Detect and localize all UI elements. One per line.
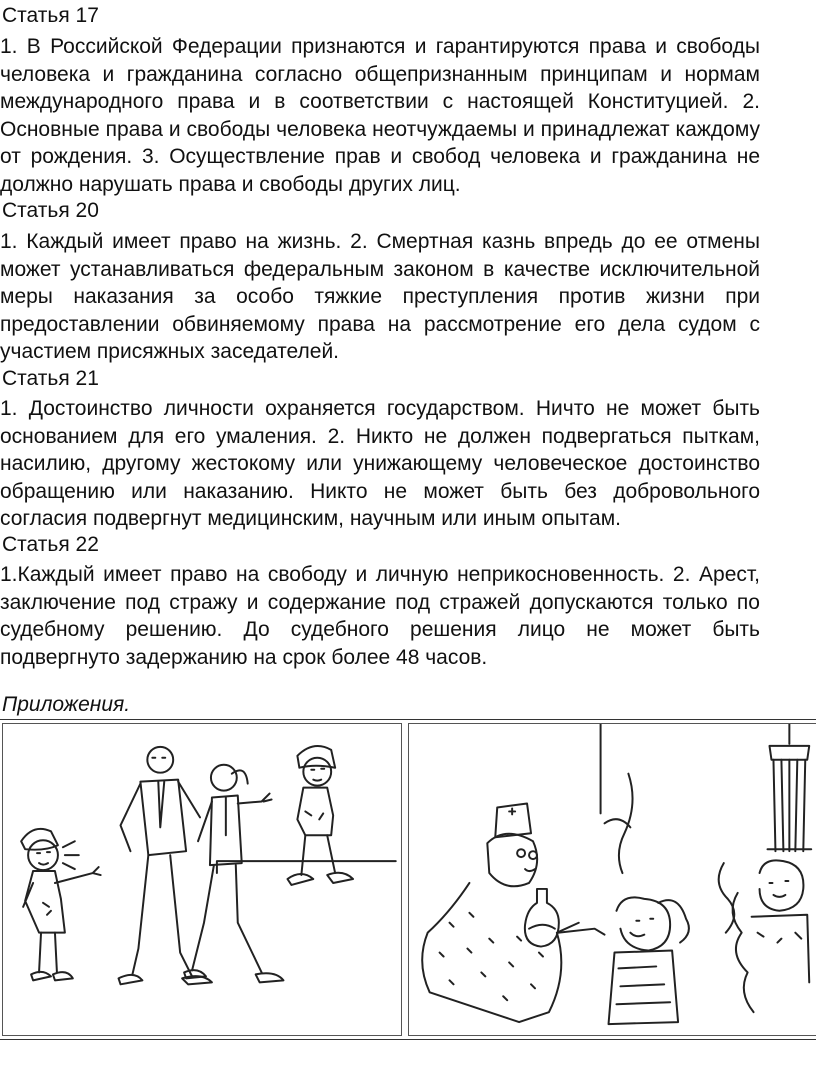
child-being-fed: [609, 897, 689, 1024]
man-figure-2: [184, 765, 283, 983]
article-17-title: Статья 17: [2, 4, 99, 27]
appendix-images-table: [0, 719, 816, 1040]
nurse-figure: [422, 803, 604, 1022]
illustration-dismissed-child: [2, 723, 402, 1036]
walking-boy-figure: [287, 746, 353, 885]
article-20-title: Статья 20: [2, 199, 99, 222]
child-under-device: [733, 860, 810, 1012]
child-figure: [21, 829, 100, 980]
article-22-title: Статья 22: [2, 533, 99, 556]
article-22-text: 1.Каждый имеет право на свободу и личную неприкосновенность. 2. Арест, заключение под стражу и содержание под стражей допускаются только по судебному решению. До судебного решения лицо не может быть подвергнуто задержанию на срок более 48 часов.: [0, 563, 760, 669]
medical-experiment-drawing: [409, 724, 816, 1035]
article-21-text: 1. Достоинство личности охраняется государством. Ничто не может быть основанием для его умаления. 2. Никто не должен подвергаться пыткам, насилию, другому жестокому или унижающему человеческое достоинство обращению или наказанию. Никто не может быть без добровольного согласия подвергнут медицинским, научным или иным опытам.: [0, 397, 760, 531]
appendix-label: Приложения.: [2, 693, 131, 716]
article-17-text: 1. В Российской Федерации признаются и гарантируются права и свободы человека и гражданина согласно общепризнанным принципам и нормам международного права и в соответствии с настоящей Конституцией. 2. Основные права и свободы человека неотчуждаемы и принадлежат каждому от рождения. 3. Осуществление прав и свобод человека и гражданина не должно нарушать права и свободы других лиц.: [0, 35, 760, 196]
hanging-device: [768, 724, 812, 851]
dismissed-child-drawing: [3, 724, 401, 1035]
article-20-text: 1. Каждый имеет право на жизнь. 2. Смертная казнь впредь до ее отмены может устанавливаться федеральным законом в качестве исключительной меры наказания за особо тяжкие преступления против жизни при предоставлении обвиняемому права на рассмотрение его дела судом с участием присяжных заседателей.: [0, 230, 760, 364]
medicine-bottle: [525, 889, 559, 947]
article-21-title: Статья 21: [2, 367, 99, 390]
illustration-medical-experiment: [408, 723, 816, 1036]
